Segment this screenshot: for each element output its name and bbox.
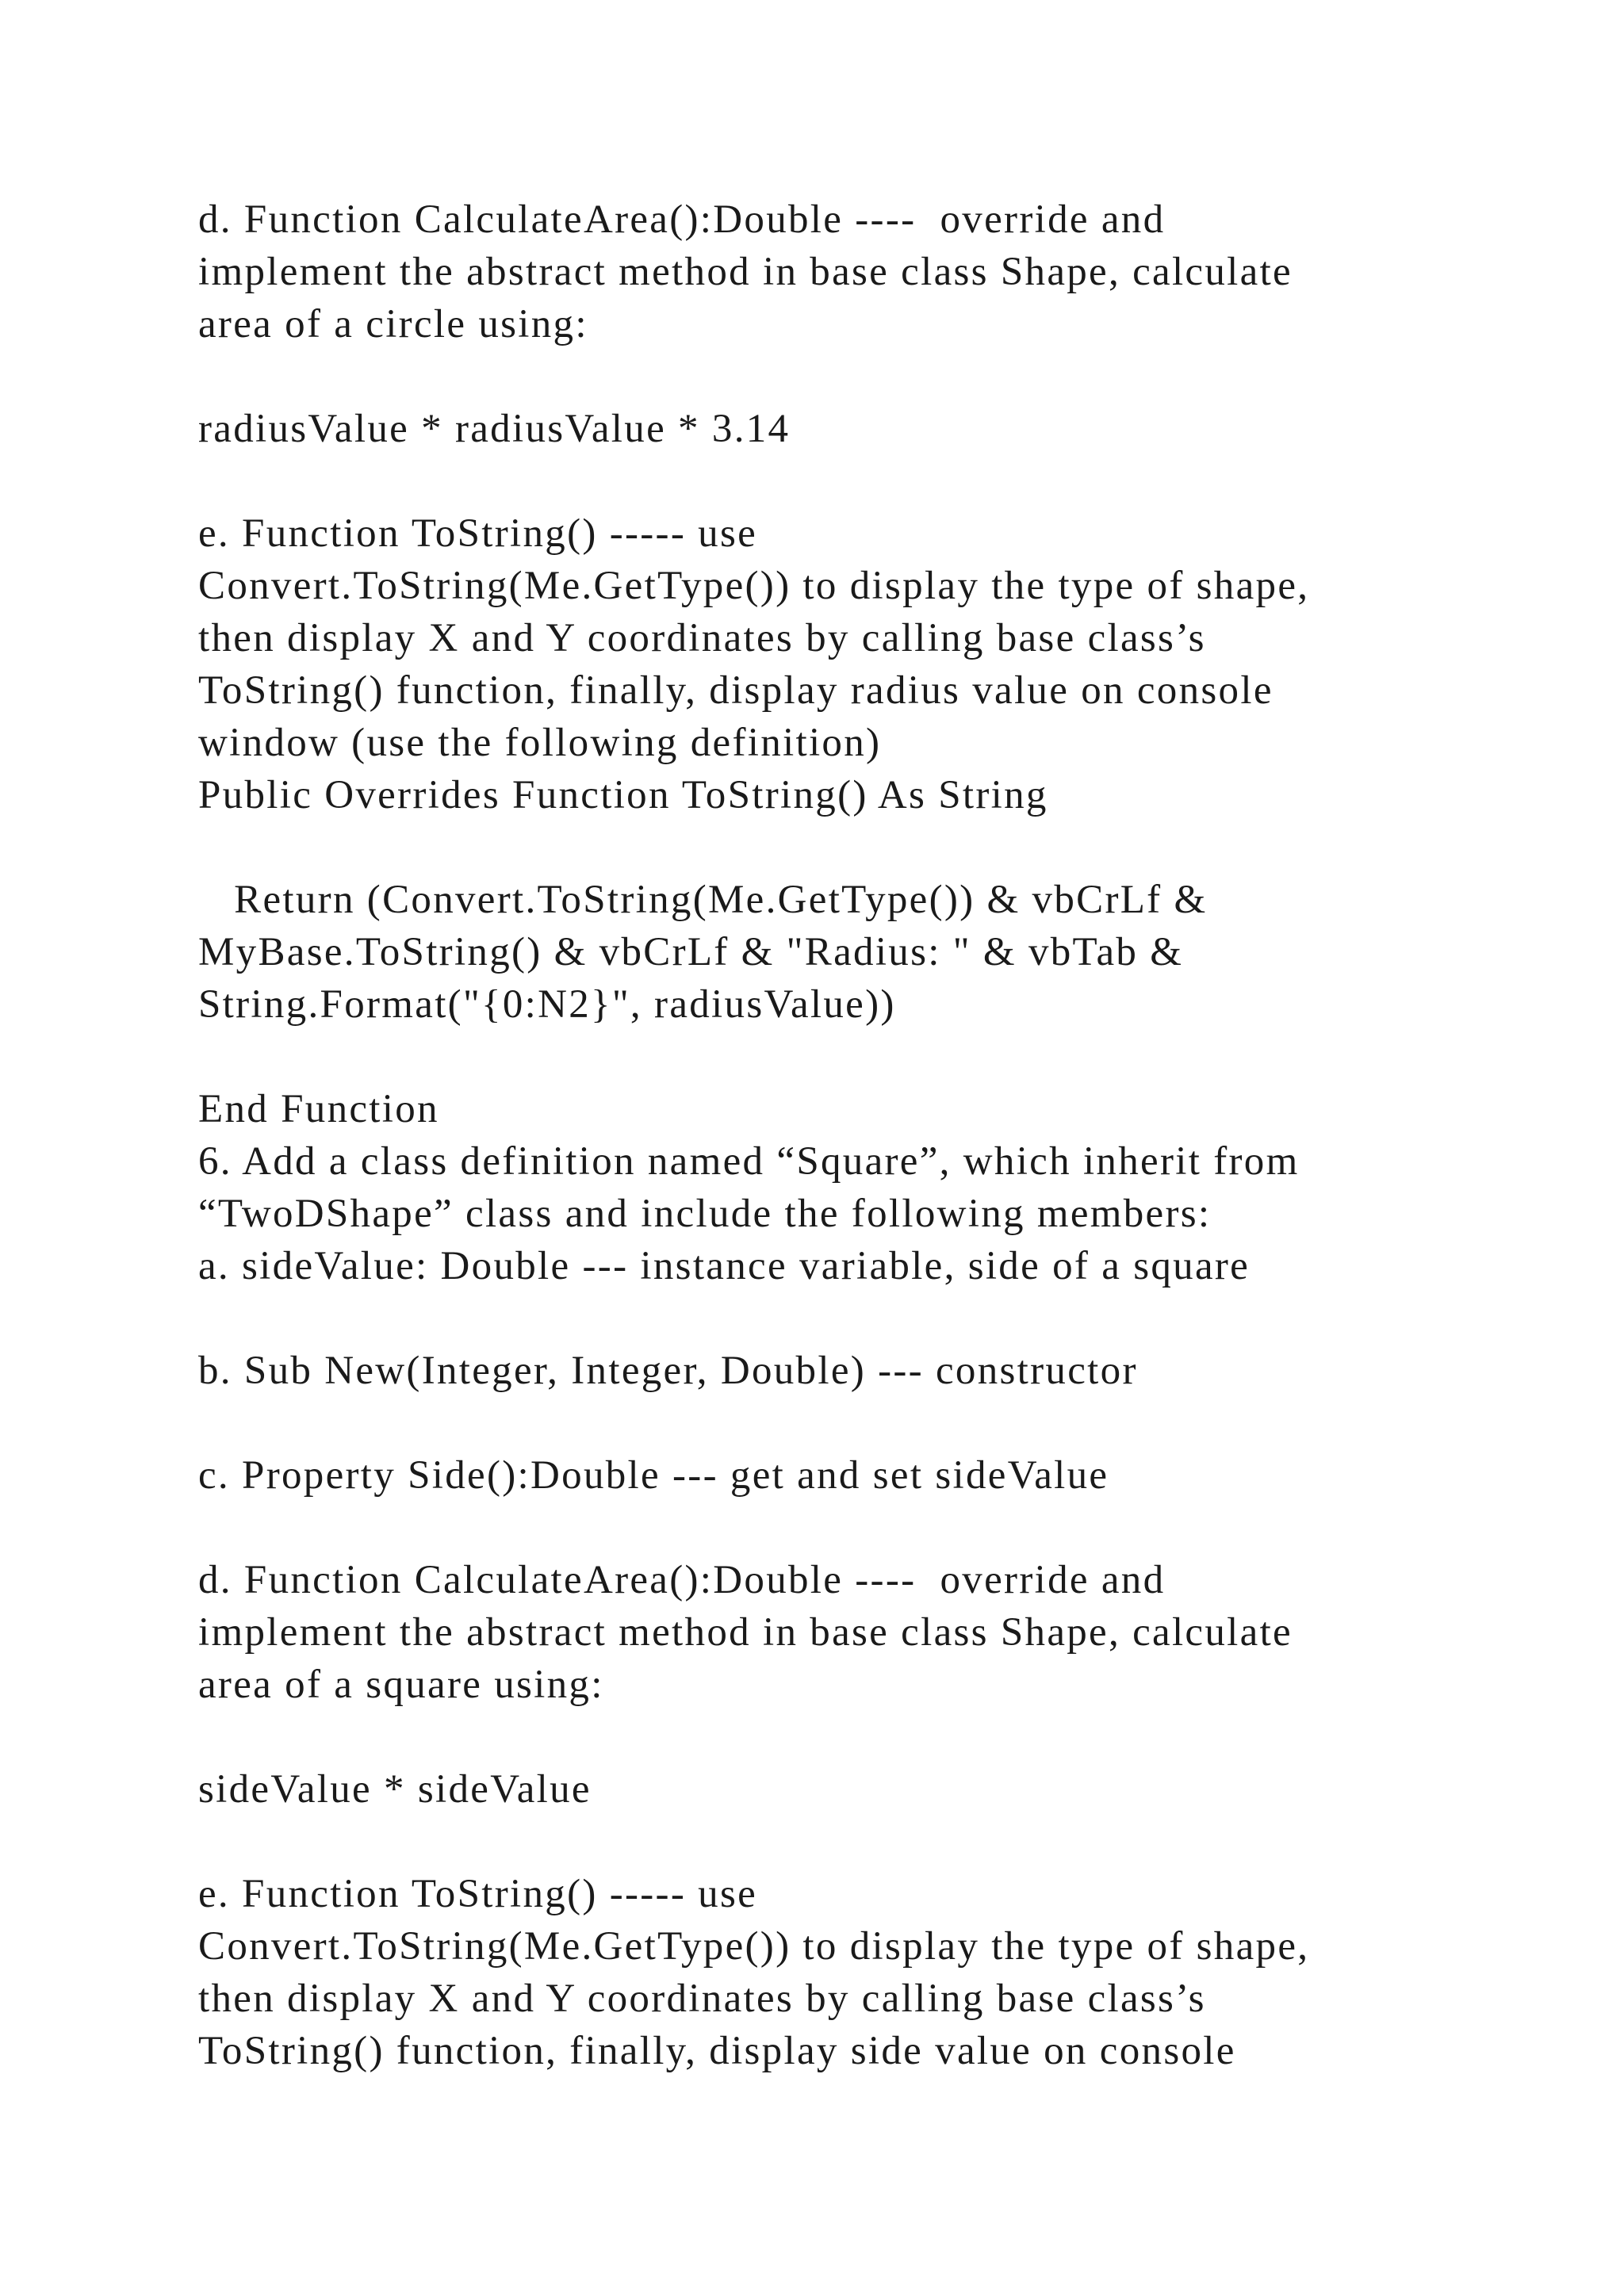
blank-line: [198, 1816, 1546, 1868]
text-line: MyBase.ToString() & vbCrLf & "Radius: " & vbTab &: [198, 930, 1184, 974]
text-line: End Function: [198, 1087, 439, 1131]
blank-line: [198, 1397, 1546, 1449]
text-line: String.Format("{0:N2}", radiusValue)): [198, 982, 896, 1027]
text-line: d. Function CalculateArea():Double ---- override and: [198, 1558, 1166, 1602]
blank-line: [198, 455, 1546, 507]
blank-line: [198, 821, 1546, 874]
text-line: implement the abstract method in base class Shape, calculate: [198, 250, 1293, 294]
text-line: area of a square using:: [198, 1663, 604, 1707]
text-line: area of a circle using:: [198, 302, 588, 346]
text-line: sideValue * sideValue: [198, 1767, 592, 1812]
blank-line: [198, 1292, 1546, 1345]
document-text: [198, 193, 1546, 2077]
text-line: Convert.ToString(Me.GetType()) to display the type of shape,: [198, 1924, 1310, 1969]
text-line: ToString() function, finally, display side value on console: [198, 2029, 1236, 2073]
text-line: Return (Convert.ToString(Me.GetType()) & vbCrLf &: [198, 878, 1208, 922]
blank-line: [198, 1502, 1546, 1554]
text-line: a. sideValue: Double --- instance variable, side of a square: [198, 1244, 1251, 1288]
text-line: ToString() function, finally, display radius value on console: [198, 668, 1274, 713]
text-line: then display X and Y coordinates by calling base class’s: [198, 1976, 1206, 2021]
text-line: radiusValue * radiusValue * 3.14: [198, 407, 791, 451]
text-line: then display X and Y coordinates by calling base class’s: [198, 616, 1206, 660]
blank-line: [198, 350, 1546, 403]
text-line: window (use the following definition): [198, 721, 882, 765]
blank-line: [198, 1031, 1546, 1083]
text-line: implement the abstract method in base class Shape, calculate: [198, 1610, 1293, 1655]
text-line: Public Overrides Function ToString() As String: [198, 773, 1048, 817]
text-line: d. Function CalculateArea():Double ---- override and: [198, 197, 1166, 242]
text-line: “TwoDShape” class and include the following members:: [198, 1192, 1212, 1236]
blank-line: [198, 1711, 1546, 1763]
text-line: Convert.ToString(Me.GetType()) to display the type of shape,: [198, 564, 1310, 608]
text-line: c. Property Side():Double --- get and set sideValue: [198, 1453, 1109, 1498]
text-line: 6. Add a class definition named “Square”, which inherit from: [198, 1139, 1300, 1184]
text-line: b. Sub New(Integer, Integer, Double) --- constructor: [198, 1349, 1138, 1393]
text-line: e. Function ToString() ----- use: [198, 1872, 758, 1916]
text-line: e. Function ToString() ----- use: [198, 511, 758, 556]
